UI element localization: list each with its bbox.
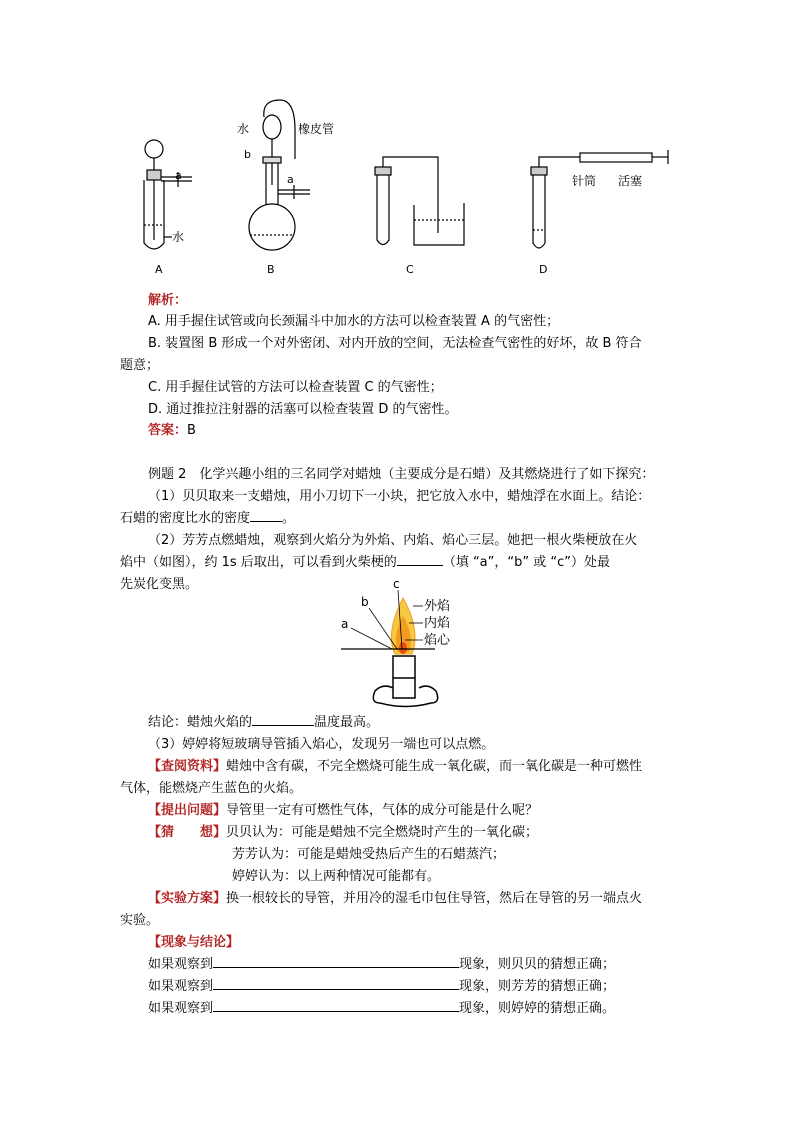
- flame-label-a: a: [341, 617, 349, 631]
- flame-core: [399, 642, 407, 654]
- plan-line2: 实验。: [120, 913, 160, 928]
- caption-d: D: [539, 263, 548, 276]
- water-label-b: 水: [237, 122, 250, 136]
- needle-label: 针筒: [572, 174, 597, 188]
- guess-line2: 芳芳认为：可能是蜡烛受热后产生的石蜡蒸汽；: [232, 847, 506, 862]
- observation-line-1: 如果观察到 现象，则贝贝的猜想正确；: [148, 957, 616, 972]
- apparatus-figure: [120, 95, 680, 280]
- candle-holder: [373, 656, 437, 707]
- answer-value: B: [187, 423, 196, 438]
- outer-flame-label: 外焰: [424, 599, 451, 614]
- label-a-b: a: [287, 173, 294, 186]
- caption-c: C: [406, 263, 414, 276]
- plunger-label: 活塞: [618, 174, 643, 188]
- p2-line1: （2）芳芳点燃蜡烛，观察到火焰分为外焰、内焰、焰心三层。她把一根火柴梗放在火: [148, 533, 638, 548]
- consult-line1: 【查阅资料】蜡烛中含有碳，不完全燃烧可能生成一氧化碳，而一氧化碳是一种可燃性: [148, 759, 643, 774]
- analysis-line-d: D. 通过推拉注射器的活塞可以检查装置 D 的气密性。: [148, 402, 458, 417]
- flame-label-b: b: [361, 595, 369, 609]
- analysis-line-c: C. 用手握住试管的方法可以检查装置 C 的气密性；: [148, 380, 443, 395]
- observation-line-2: 如果观察到 现象，则芳芳的猜想正确；: [148, 979, 616, 994]
- question-line: 【提出问题】导管里一定有可燃性气体，气体的成分可能是什么呢？: [148, 803, 539, 818]
- analysis-line-b: B. 装置图 B 形成一个对外密闭、对内开放的空间，无法检查气密性的好坏，故 B 符合: [148, 336, 642, 351]
- inner-flame-label: 内焰: [424, 616, 451, 631]
- rubber-tube-label: 橡皮管: [298, 122, 335, 136]
- candle-flame-figure: [335, 578, 470, 708]
- conclusion-blank[interactable]: [252, 725, 314, 726]
- caption-b: B: [267, 263, 275, 276]
- analysis-heading: 解析：: [148, 293, 188, 308]
- observation-line-3: 如果观察到 现象，则婷婷的猜想正确。: [148, 1001, 616, 1016]
- plan-line1: 【实验方案】换一根较长的导管，并用冷的湿毛巾包住导管，然后在导管的另一端点火: [148, 891, 643, 906]
- observation-blank-1[interactable]: [213, 967, 459, 968]
- p3: （3）婷婷将短玻璃导管插入焰心，发现另一端也可以点燃。: [148, 737, 495, 752]
- apparatus-c: [375, 157, 464, 245]
- conclusion-line: 结论：蜡烛火焰的 温度最高。: [148, 715, 380, 730]
- flame-core-label: 焰心: [424, 633, 451, 648]
- apparatus-d: [531, 150, 668, 248]
- answer-line: [148, 419, 196, 438]
- answer-label: 答案：: [148, 423, 188, 438]
- p1-line1: （1）贝贝取来一支蜡烛，用小刀切下一小块，把它放入水中，蜡烛浮在水面上。结论：: [148, 489, 651, 504]
- match-blank[interactable]: [397, 565, 443, 566]
- apparatus-a: [144, 140, 192, 249]
- guess-line3: 婷婷认为：以上两种情况可能都有。: [232, 869, 441, 884]
- analysis-line-b-cont: 题意；: [120, 358, 160, 373]
- p2-line3: 先炭化变黑。: [120, 577, 199, 592]
- guess-line1: 【猜 想】贝贝认为：可能是蜡烛不完全燃烧时产生的一氧化碳；: [148, 825, 539, 840]
- consult-line2: 气体，能燃烧产生蓝色的火焰。: [120, 781, 303, 796]
- observation-blank-2[interactable]: [213, 989, 459, 990]
- label-a-a: a: [175, 169, 182, 182]
- label-b: b: [244, 148, 251, 161]
- example2-intro: 例题 2 化学兴趣小组的三名同学对蜡烛（主要成分是石蜡）及其燃烧进行了如下探究：: [148, 467, 655, 482]
- observation-blank-3[interactable]: [213, 1011, 459, 1012]
- flame-label-c: c: [393, 578, 400, 591]
- p2-line2: 焰中（如图），约 1s 后取出，可以看到火柴梗的 （填 “a”，“b” 或 “c”）处最: [120, 555, 610, 570]
- result-heading: 【现象与结论】: [148, 935, 240, 950]
- density-blank[interactable]: [250, 521, 282, 522]
- water-label-a: 水: [172, 230, 185, 244]
- analysis-line-a: A. 用手握住试管或向长颈漏斗中加水的方法可以检查装置 A 的气密性；: [148, 314, 560, 329]
- caption-a: A: [155, 263, 163, 276]
- p1-line2: 石蜡的密度比水的密度 。: [120, 511, 296, 526]
